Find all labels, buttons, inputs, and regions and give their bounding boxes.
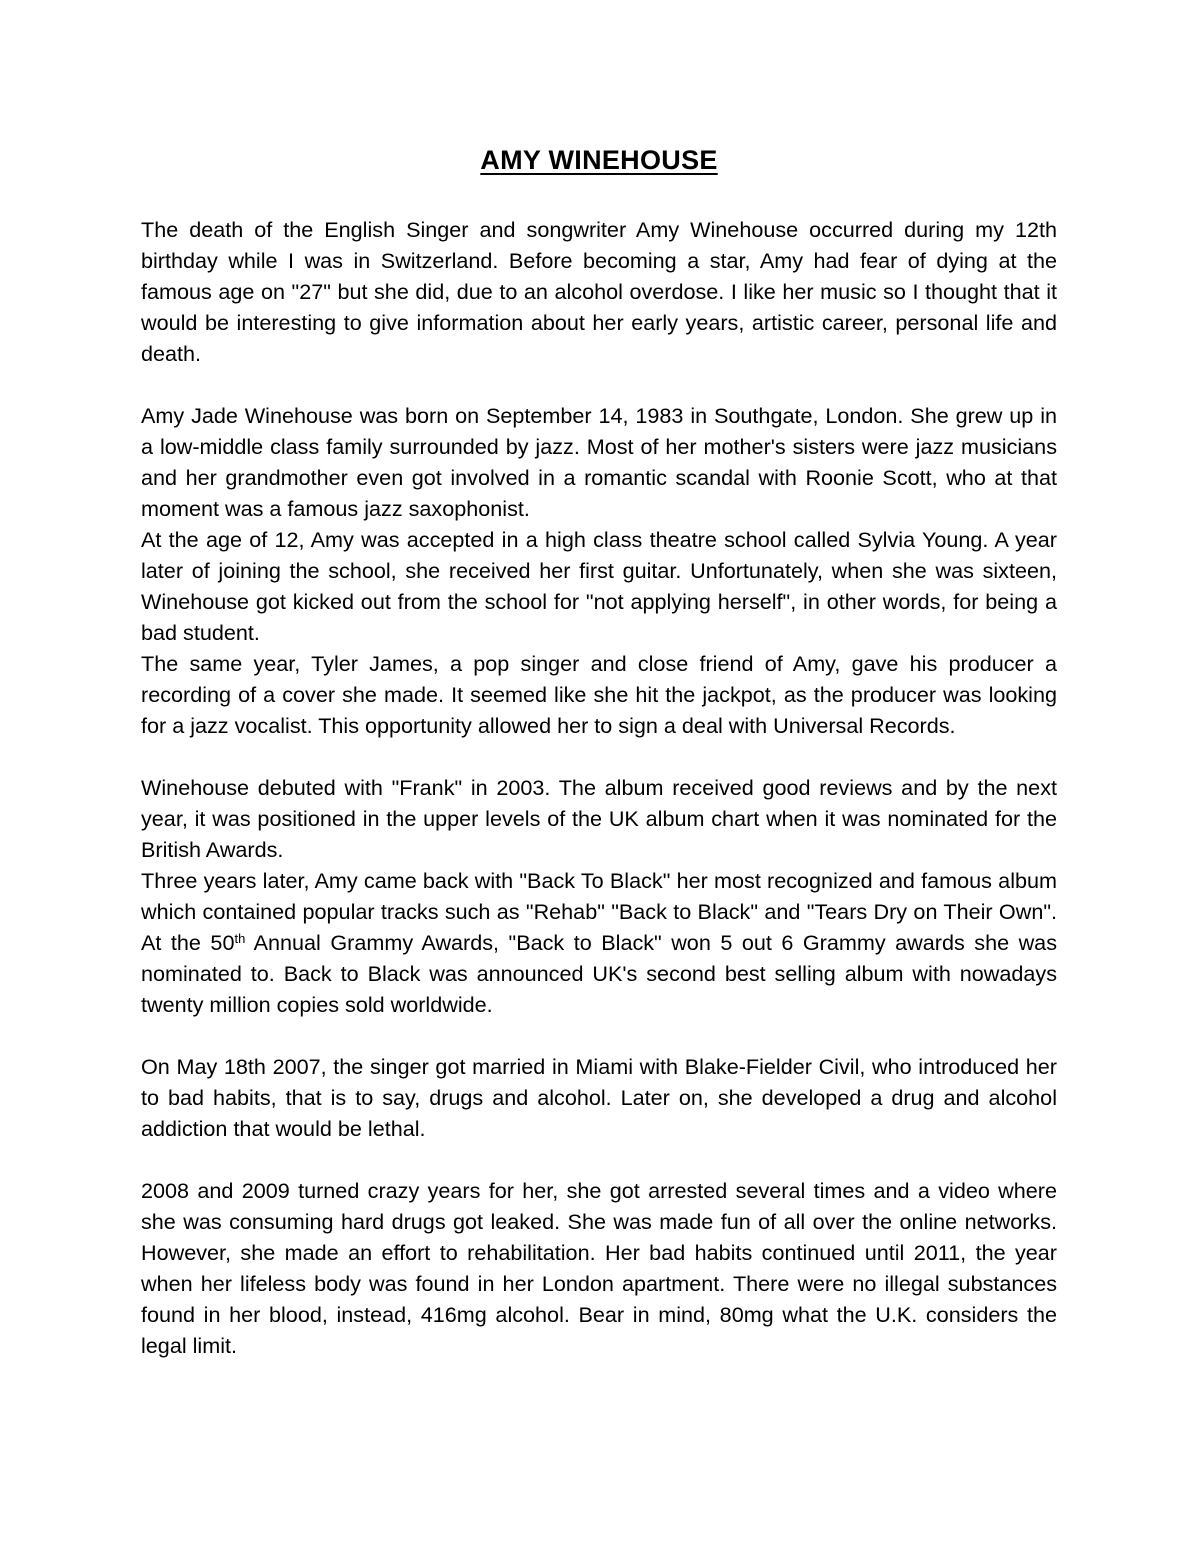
ordinal-superscript: th: [234, 930, 246, 946]
back-to-black-text-end: Annual Grammy Awards, "Back to Black" won 5 out 6 Grammy awards she was nominated to. Back to Black was announced UK's second best selling album with nowadays twenty million copies sold worldwide.: [141, 930, 1057, 1017]
back-to-black-text-start: Three years later, Amy came back with "Back To Black" her most recognized and famous album which contained popular tracks such as "Rehab" "Back to Black" and "Tears Dry on Their Own". At the 50: [141, 868, 1057, 955]
document-page: [141, 140, 1057, 1361]
page-title: AMY WINEHOUSE: [480, 145, 718, 175]
intro-paragraph: The death of the English Singer and songwriter Amy Winehouse occurred during my 12th birthday while I was in Switzerland. Before becoming a star, Amy had fear of dying at the famous age on "27" but she did, due to an alcohol overdose. I like her music so I thought that it would be interesting to give information about her early years, artistic career, personal life and death.: [141, 217, 1057, 366]
marriage-paragraph: On May 18th 2007, the singer got married in Miami with Blake-Fielder Civil, who introduced her to bad habits, that is to say, drugs and alcohol. Later on, she developed a drug and alcohol addiction that would be lethal.: [141, 1054, 1057, 1141]
paragraph-spacer: [141, 369, 1057, 400]
back-to-black-paragraph: [141, 865, 1057, 1020]
paragraph-spacer: [141, 1020, 1057, 1051]
debut-album-paragraph: Winehouse debuted with "Frank" in 2003. The album received good reviews and by the next year, it was positioned in the upper levels of the UK album chart when it was nominated for the British Awards.: [141, 775, 1057, 862]
record-deal-paragraph: The same year, Tyler James, a pop singer and close friend of Amy, gave his producer a recording of a cover she made. It seemed like she hit the jackpot, as the producer was looking for a jazz vocalist. This opportunity allowed her to sign a deal with Universal Records.: [141, 651, 1057, 738]
school-paragraph: At the age of 12, Amy was accepted in a high class theatre school called Sylvia Young. A year later of joining the school, she received her first guitar. Unfortunately, when she was sixteen, Winehouse got kicked out from the school for "not applying herself", in other words, for being a bad student.: [141, 527, 1057, 645]
paragraph-spacer: [141, 741, 1057, 772]
death-paragraph: 2008 and 2009 turned crazy years for her, she got arrested several times and a video where she was consuming hard drugs got leaked. She was made fun of all over the online networks. However, she made an effort to rehabilitation. Her bad habits continued until 2011, the year when her lifeless body was found in her London apartment. There were no illegal substances found in her blood, instead, 416mg alcohol. Bear in mind, 80mg what the U.K. considers the legal limit.: [141, 1178, 1057, 1358]
early-life-paragraph: Amy Jade Winehouse was born on September 14, 1983 in Southgate, London. She grew up in a low-middle class family surrounded by jazz. Most of her mother's sisters were jazz musicians and her grandmother even got involved in a romantic scandal with Roonie Scott, who at that moment was a famous jazz saxophonist.: [141, 403, 1057, 521]
paragraph-spacer: [141, 1144, 1057, 1175]
